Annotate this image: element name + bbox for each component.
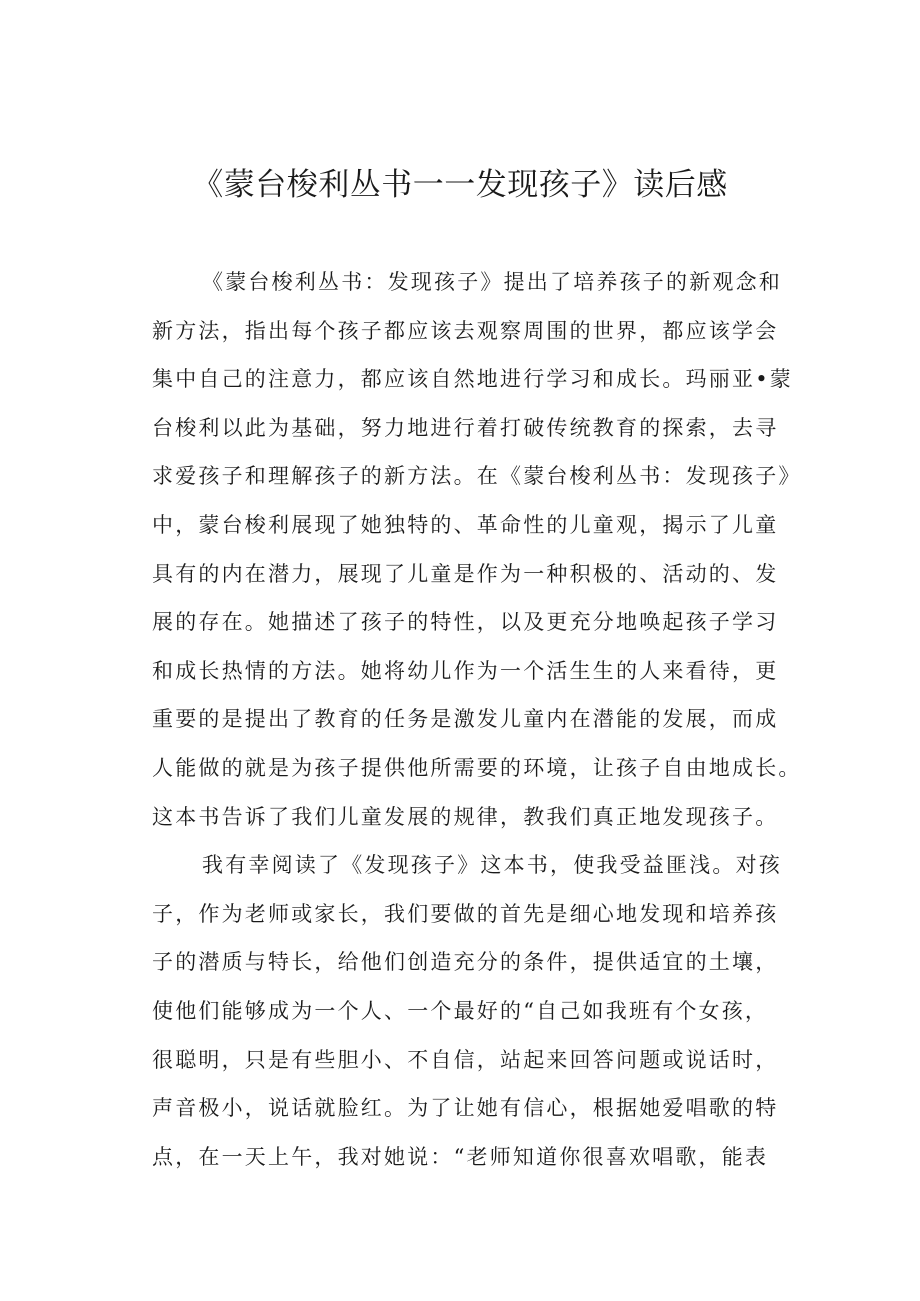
paragraph-1-line-7: 具有的内在潜力，展现了儿童是作为一种积极的、活动的、发 xyxy=(152,561,779,586)
document-title: 《蒙台梭利丛书一一发现孩子》读后感 xyxy=(192,167,728,203)
paragraph-1-line-3: 集中自己的注意力，都应该自然地进行学习和成长。玛丽亚•蒙 xyxy=(152,367,793,392)
paragraph-1-line-12: 这本书告诉了我们儿童发展的规律，教我们真正地发现孩子。 xyxy=(152,804,779,829)
paragraph-1-line-2: 新方法，指出每个孩子都应该去观察周围的世界，都应该学会 xyxy=(152,318,779,343)
paragraph-2-line-4: 使他们能够成为一个人、一个最好的“自己如我班有个女孩， xyxy=(152,998,769,1023)
paragraph-1-line-9: 和成长热情的方法。她将幼儿作为一个活生生的人来看待，更 xyxy=(152,658,779,683)
paragraph-2-line-6: 声音极小，说话就脸红。为了让她有信心，根据她爱唱歌的特 xyxy=(152,1096,779,1121)
paragraph-1-line-8: 展的存在。她描述了孩子的特性，以及更充分地唤起孩子学习 xyxy=(152,610,779,635)
paragraph-1-line-10: 重要的是提出了教育的任务是激发儿童内在潜能的发展，而成 xyxy=(152,707,779,732)
paragraph-2-line-3: 子的潜质与特长，给他们创造充分的条件，提供适宜的土壤， xyxy=(152,950,779,975)
paragraph-1-line-5: 求爱孩子和理解孩子的新方法。在《蒙台梭利丛书：发现孩子》 xyxy=(152,464,802,489)
paragraph-2-line-7: 点，在一天上午，我对她说：“老师知道你很喜欢唱歌，能表 xyxy=(152,1144,769,1169)
paragraph-1-line-1: 《蒙台梭利丛书：发现孩子》提出了培养孩子的新观念和 xyxy=(202,270,782,294)
document-body xyxy=(152,258,802,1181)
paragraph-1-line-11: 人能做的就是为孩子提供他所需要的环境，让孩子自由地成长。 xyxy=(152,755,802,780)
paragraph-2-line-5: 很聪明，只是有些胆小、不自信，站起来回答问题或说话时， xyxy=(152,1047,779,1072)
paragraph-1-line-6: 中，蒙台梭利展现了她独特的、革命性的儿童观，揭示了儿童 xyxy=(152,512,779,537)
paragraph-1-line-4: 台梭利以此为基础，努力地进行着打破传统教育的探索，去寻 xyxy=(152,415,779,440)
paragraph-2-line-2: 子，作为老师或家长，我们要做的首先是细心地发现和培养孩 xyxy=(152,901,779,926)
paragraph-2-line-1: 我有幸阅读了《发现孩子》这本书，使我受益匪浅。对孩 xyxy=(202,853,782,878)
